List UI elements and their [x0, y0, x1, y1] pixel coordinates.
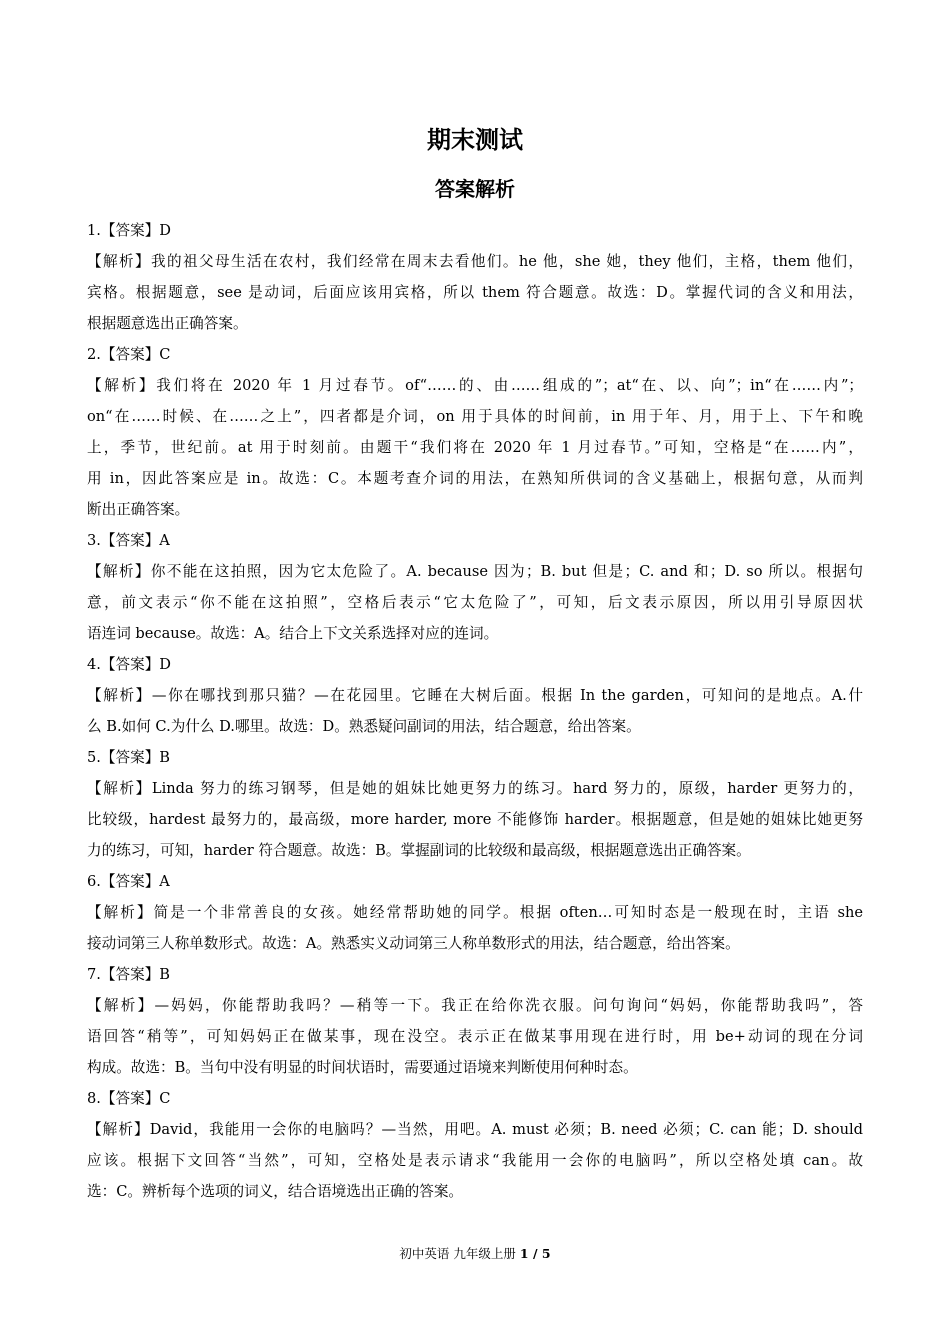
text-line: 力的练习，可知，harder 符合题意。故选：B。掌握副词的比较级和最高级，根据题意选出正确答案。 — [87, 842, 751, 859]
text-line: 4.【答案】D — [87, 656, 171, 673]
text-line: 根据题意选出正确答案。 — [87, 315, 248, 332]
text-line: 1.【答案】D — [87, 222, 171, 239]
text-line: 7.【答案】B — [87, 966, 171, 983]
text-line: 用 in，因此答案应是 in。故选：C。本题考查介词的用法，在熟知所供词的含义基础上，根据句意，从而判 — [87, 470, 863, 487]
answer-content — [87, 215, 863, 1207]
text-line: 选：C。辨析每个选项的词义，结合语境选出正确的答案。 — [87, 1183, 464, 1200]
page-title: 期末测试 — [427, 126, 523, 154]
text-line: 【解析】—你在哪找到那只猫？—在花园里。它睡在大树后面。根据 In the garden，可知问的是地点。A.什 — [87, 687, 863, 704]
text-line: 比较级，hardest 最努力的，最高级，more harder, more 不能修饰 harder。根据题意，但是她的姐妹比她更努 — [87, 811, 863, 828]
text-line: 5.【答案】B — [87, 749, 171, 766]
text-line: 【解析】Linda 努力的练习钢琴，但是她的姐妹比她更努力的练习。hard 努力的，原级，harder 更努力的， — [87, 780, 863, 797]
text-line: on“在……时候、在……之上”，四者都是介词，on 用于具体的时间前，in 用于年、月，用于上、下午和晚 — [87, 408, 863, 425]
text-line: 应该。根据下文回答“当然”，可知，空格处是表示请求“我能用一会你的电脑吗”，所以空格处填 can。故 — [87, 1152, 863, 1169]
text-line: 【解析】我的祖父母生活在农村，我们经常在周末去看他们。he 他，she 她，they 他们，主格，them 他们， — [87, 253, 863, 270]
text-line: 宾格。根据题意，see 是动词，后面应该用宾格，所以 them 符合题意。故选：D。掌握代词的含义和用法， — [87, 284, 863, 301]
page-number: 1 / 5 — [519, 1246, 551, 1261]
text-line: 意，前文表示“你不能在这拍照”，空格后表示“它太危险了”，可知，后文表示原因，所以用引导原因状 — [87, 594, 863, 611]
text-line: 【解析】我们将在 2020 年 1 月过春节。of“……的、由……组成的”；at“在、以、向”；in“在……内”； — [87, 377, 863, 394]
text-line: 么 B.如何 C.为什么 D.哪里。故选：D。熟悉疑问副词的用法，结合题意，给出答案。 — [87, 718, 641, 735]
page-footer — [0, 1245, 950, 1263]
page-subtitle: 答案解析 — [435, 177, 515, 201]
text-line: 【解析】David，我能用一会你的电脑吗？—当然，用吧。A. must 必须；B. need 必须；C. can 能；D. should — [87, 1121, 863, 1138]
text-line: 语回答“稍等”，可知妈妈正在做某事，现在没空。表示正在做某事用现在进行时，用 be+动词的现在分词 — [87, 1028, 863, 1045]
text-line: 构成。故选：B。当句中没有明显的时间状语时，需要通过语境来判断使用何种时态。 — [87, 1059, 638, 1076]
text-line: 接动词第三人称单数形式。故选：A。熟悉实义动词第三人称单数形式的用法，结合题意，给出答案。 — [87, 935, 740, 952]
text-line: 【解析】简是一个非常善良的女孩。她经常帮助她的同学。根据 often…可知时态是一般现在时，主语 she — [87, 904, 863, 921]
text-line: 8.【答案】C — [87, 1090, 171, 1107]
text-line: 语连词 because。故选：A。结合上下文关系选择对应的连词。 — [87, 625, 499, 642]
text-line: 【解析】—妈妈，你能帮助我吗？—稍等一下。我正在给你洗衣服。问句询问“妈妈，你能帮助我吗”，答 — [87, 997, 863, 1014]
text-line: 6.【答案】A — [87, 873, 170, 890]
text-line: 上，季节，世纪前。at 用于时刻前。由题干“我们将在 2020 年 1 月过春节。”可知，空格是“在……内”， — [87, 439, 863, 456]
text-line: 2.【答案】C — [87, 346, 171, 363]
footer-text: 初中英语 九年级上册 — [399, 1246, 516, 1261]
text-line: 断出正确答案。 — [87, 501, 190, 518]
text-line: 3.【答案】A — [87, 532, 170, 549]
text-line: 【解析】你不能在这拍照，因为它太危险了。A. because 因为；B. but 但是；C. and 和；D. so 所以。根据句 — [87, 563, 863, 580]
